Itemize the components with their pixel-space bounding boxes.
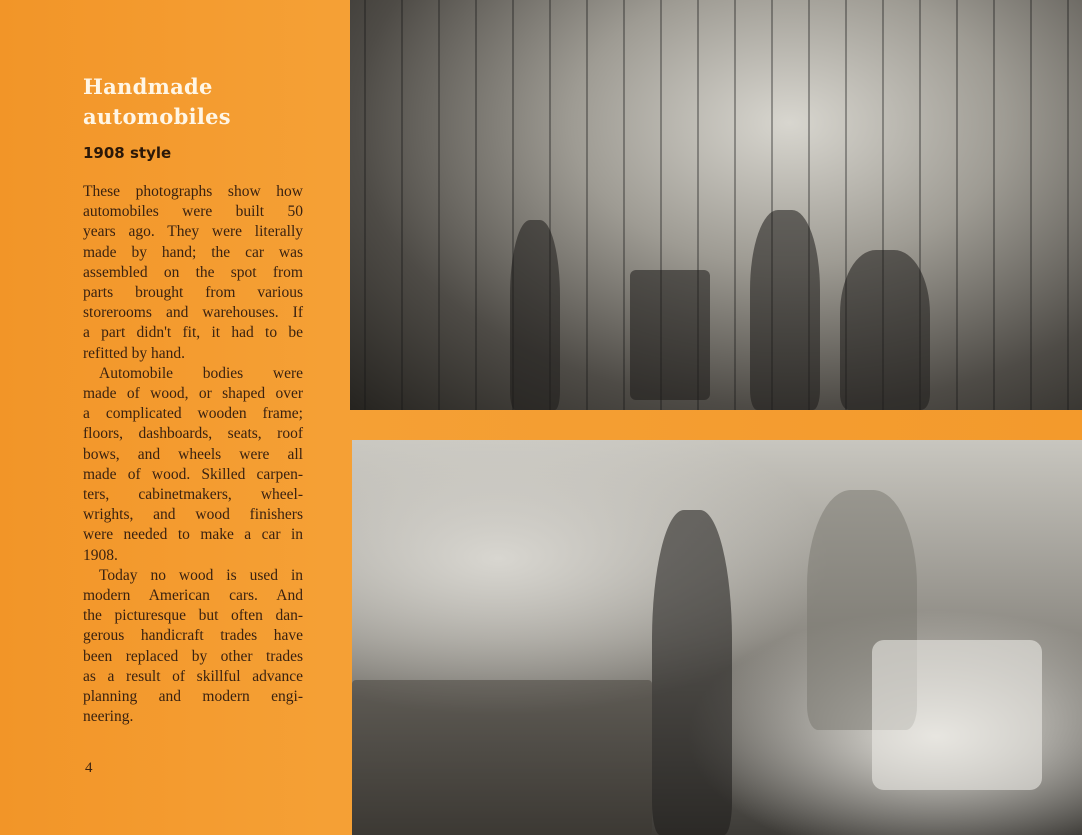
body-line: been replaced by other trades	[83, 647, 303, 665]
body-line: modern American cars. And	[83, 587, 303, 605]
body-line: planning and modern engi-	[83, 688, 303, 706]
body-line: a complicated wooden frame;	[83, 405, 303, 423]
body-line: neering.	[83, 708, 134, 726]
body-line: wrights, and wood finishers	[83, 506, 303, 524]
body-text	[83, 182, 303, 727]
body-line: ters, cabinetmakers, wheel-	[83, 486, 303, 504]
body-line: automobiles were built 50	[83, 203, 303, 221]
body-line: the picturesque but often dan-	[83, 607, 303, 625]
body-line: made by hand; the car was	[83, 243, 303, 261]
body-line: 1908.	[83, 546, 118, 564]
body-line: Today no wood is used in	[99, 566, 303, 584]
body-line: as a result of skillful advance	[83, 667, 303, 685]
body-line: assembled on the spot from	[83, 263, 303, 281]
title-line: automobiles	[83, 104, 231, 129]
body-line: bows, and wheels were all	[83, 445, 303, 463]
factory-photo-woodshop	[352, 440, 1082, 835]
body-line: parts brought from various	[83, 284, 303, 302]
body-line: were needed to make a car in	[83, 526, 303, 544]
body-line: made of wood. Skilled carpen-	[83, 465, 303, 483]
title-line: Handmade	[83, 74, 213, 99]
subtitle: 1908 style	[83, 144, 172, 162]
body-line: floors, dashboards, seats, roof	[83, 425, 303, 443]
body-line: made of wood, or shaped over	[83, 385, 303, 403]
body-line: These photographs show how	[83, 183, 303, 200]
body-line: a part didn't fit, it had to be	[83, 324, 303, 342]
body-line: storerooms and warehouses. If	[83, 304, 303, 322]
body-line: gerous handicraft trades have	[83, 627, 303, 645]
body-line: refitted by hand.	[83, 344, 186, 362]
page-title	[83, 72, 231, 132]
body-line: Automobile bodies were	[99, 364, 303, 382]
body-line: years ago. They were literally	[83, 223, 303, 241]
page-number: 4	[85, 760, 93, 776]
factory-photo-machine-shop	[350, 0, 1082, 410]
